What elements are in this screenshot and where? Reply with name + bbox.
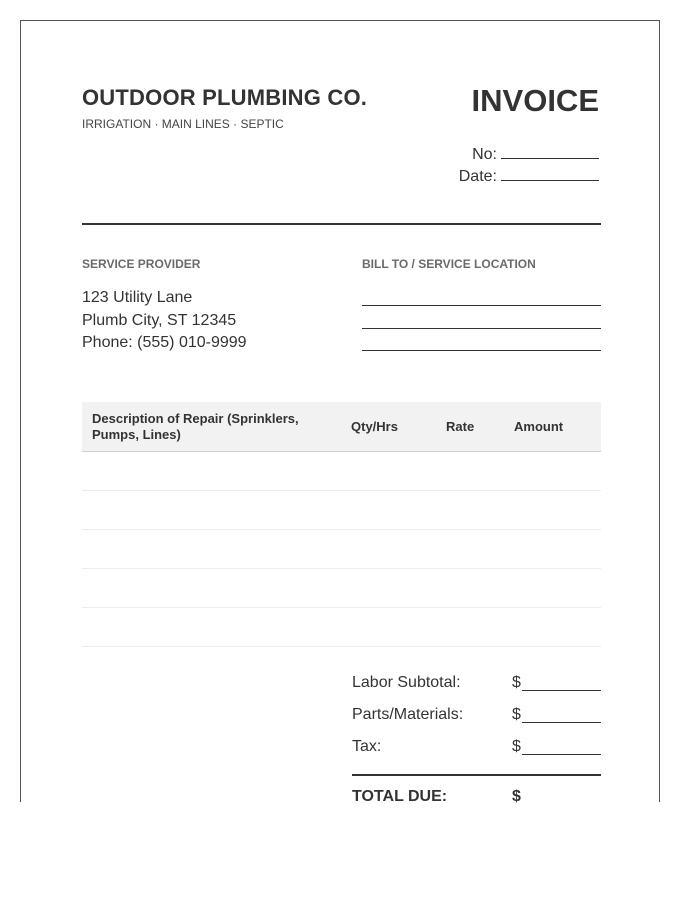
invoice-number-label: No:	[472, 146, 497, 163]
column-header-amount: Amount	[514, 419, 564, 434]
invoice-date-label: Date:	[458, 168, 497, 185]
table-row[interactable]	[82, 569, 601, 607]
parts-materials-field[interactable]	[522, 722, 601, 723]
line-items	[82, 452, 601, 646]
parts-materials-label: Parts/Materials:	[352, 706, 464, 723]
invoice-number-row	[472, 144, 599, 164]
table-row[interactable]	[82, 530, 601, 568]
parts-materials-currency: $	[512, 706, 521, 723]
column-header-description: Description of Repair (Sprinklers, Pumps, Lines)	[92, 411, 299, 442]
tax-label: Tax:	[352, 738, 382, 755]
provider-address-line1: 123 Utility Lane	[82, 289, 193, 306]
column-header-qty: Qty/Hrs	[351, 419, 398, 434]
company-tagline: IRRIGATION · MAIN LINES · SEPTIC	[82, 117, 284, 131]
bill-to-line-1[interactable]	[362, 305, 601, 306]
header-divider	[82, 223, 601, 225]
labor-subtotal-field[interactable]	[522, 690, 601, 691]
invoice-sheet	[20, 20, 660, 805]
bill-to-line-3[interactable]	[362, 350, 601, 351]
company-name: OUTDOOR PLUMBING CO.	[82, 85, 368, 110]
tax-currency: $	[512, 738, 521, 755]
table-row[interactable]	[82, 452, 601, 490]
invoice-date-row	[459, 166, 599, 186]
table-row[interactable]	[82, 608, 601, 646]
labor-subtotal-currency: $	[512, 674, 521, 691]
bill-to-label: BILL TO / SERVICE LOCATION	[362, 257, 536, 271]
bill-to-line-2[interactable]	[362, 328, 601, 329]
total-due-currency: $	[512, 788, 521, 805]
table-row[interactable]	[82, 491, 601, 529]
tax-field[interactable]	[522, 754, 601, 755]
invoice-title: INVOICE	[471, 83, 599, 118]
invoice-number-field[interactable]	[501, 144, 599, 159]
column-header-rate: Rate	[446, 419, 475, 434]
service-provider-label: SERVICE PROVIDER	[82, 257, 201, 271]
table-header	[82, 402, 601, 452]
row-divider	[82, 646, 601, 647]
invoice-date-field[interactable]	[501, 166, 599, 181]
total-due-label: TOTAL DUE:	[352, 788, 448, 805]
labor-subtotal-label: Labor Subtotal:	[352, 674, 461, 691]
provider-phone: Phone: (555) 010-9999	[82, 334, 247, 351]
provider-address-line2: Plumb City, ST 12345	[82, 312, 237, 329]
totals-divider	[352, 774, 601, 776]
